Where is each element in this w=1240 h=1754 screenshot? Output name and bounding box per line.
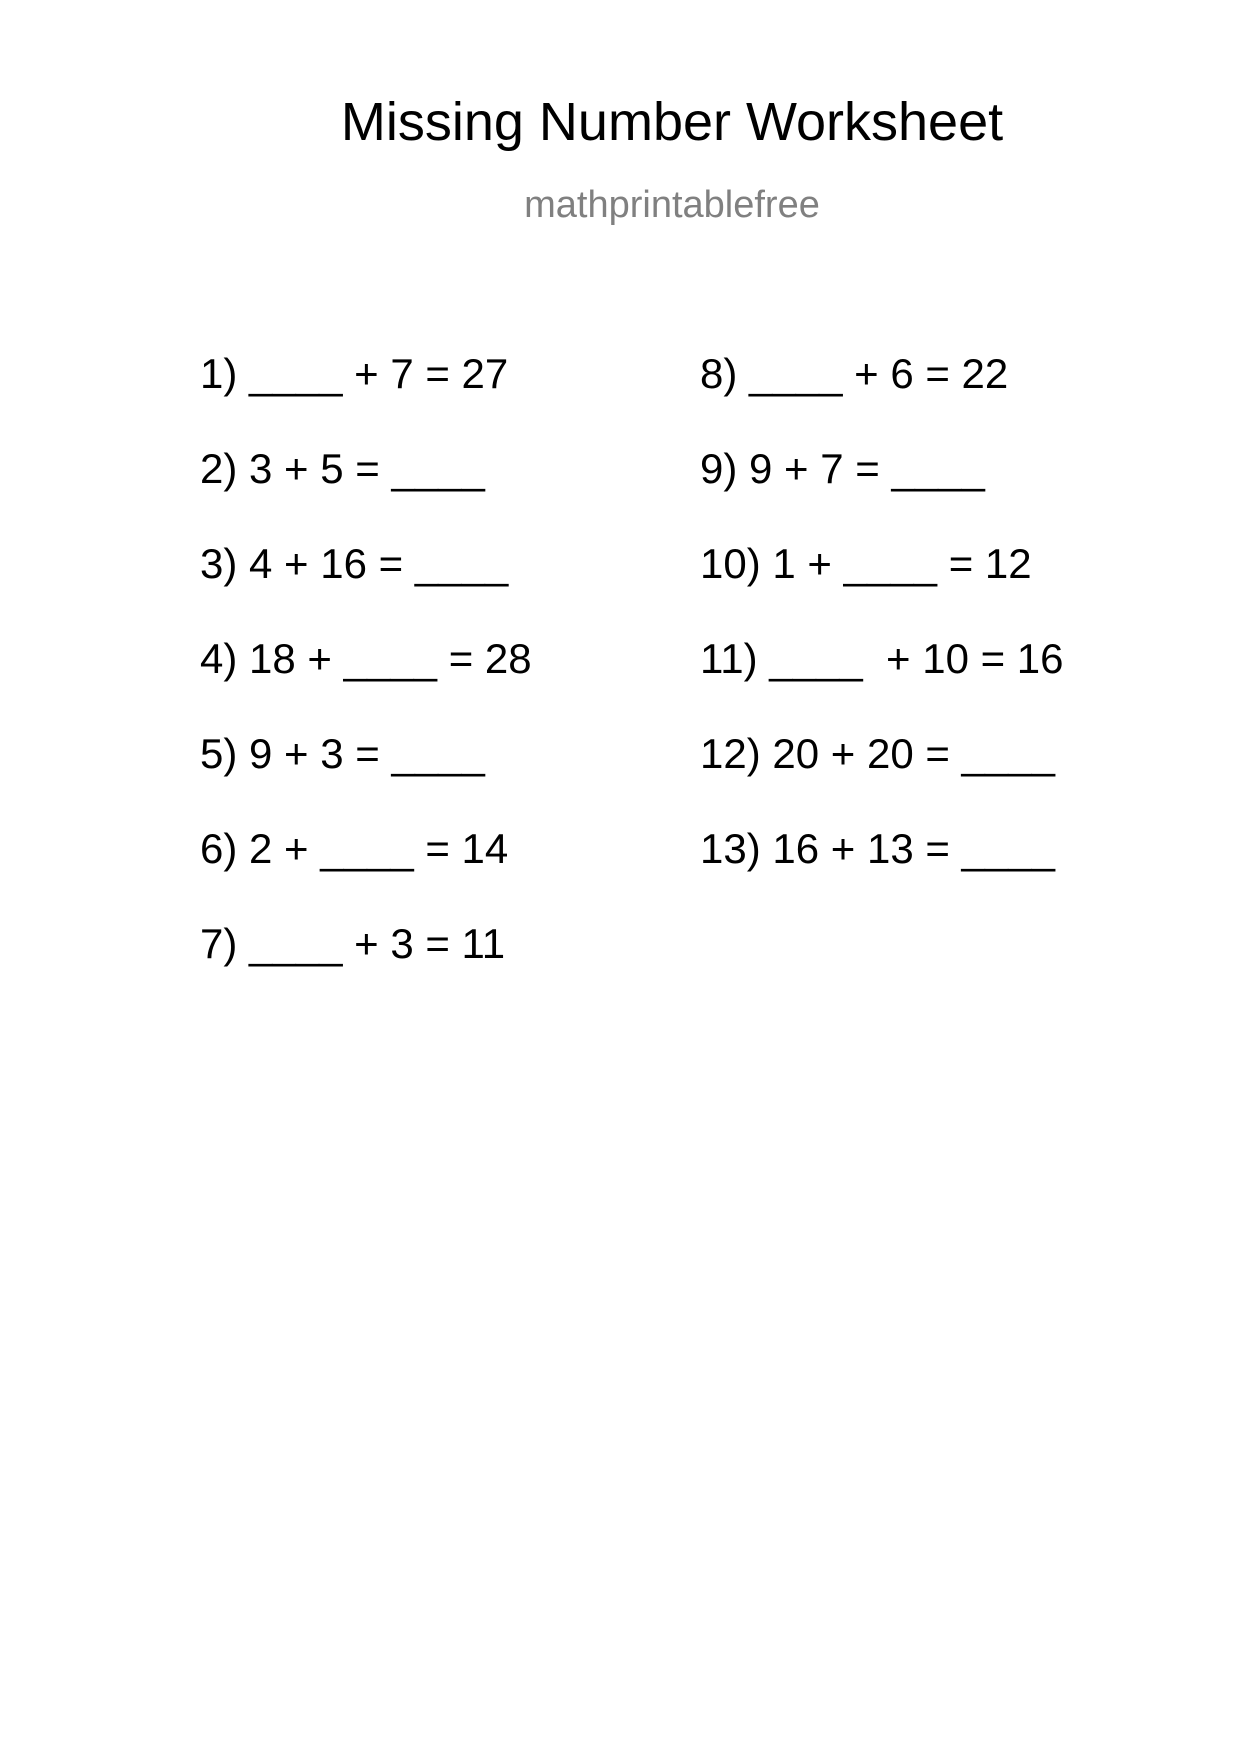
- problem-6: 6) 2 + ____ = 14: [200, 825, 509, 872]
- problem-2: 2) 3 + 5 = ____: [200, 445, 485, 492]
- problem-13: 13) 16 + 13 = ____: [700, 825, 1055, 872]
- problem-3: 3) 4 + 16 = ____: [200, 540, 509, 587]
- problems-column-left: [200, 350, 532, 1018]
- problems-column-right: [700, 350, 1064, 923]
- problem-10: 10) 1 + ____ = 12: [700, 540, 1032, 587]
- problem-1: 1) ____ + 7 = 27: [200, 350, 509, 397]
- worksheet-subtitle: mathprintablefree: [524, 184, 820, 226]
- problem-8: 8) ____ + 6 = 22: [700, 350, 1009, 397]
- problem-11: 11) ____ + 10 = 16: [700, 635, 1064, 682]
- problem-4: 4) 18 + ____ = 28: [200, 635, 532, 682]
- problem-7: 7) ____ + 3 = 11: [200, 920, 506, 967]
- worksheet-title: Missing Number Worksheet: [340, 92, 1004, 152]
- problem-12: 12) 20 + 20 = ____: [700, 730, 1055, 777]
- problem-5: 5) 9 + 3 = ____: [200, 730, 485, 777]
- problem-9: 9) 9 + 7 = ____: [700, 445, 985, 492]
